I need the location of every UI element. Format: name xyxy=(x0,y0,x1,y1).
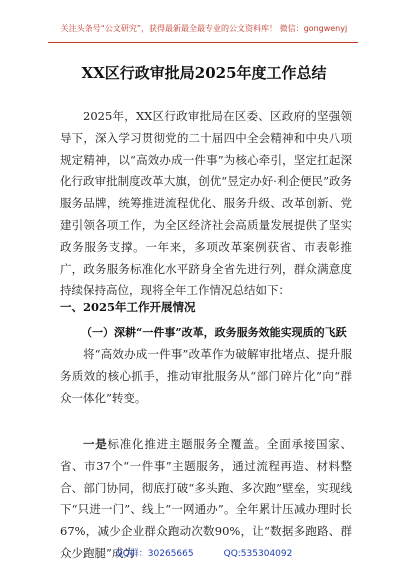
footer-contact xyxy=(0,546,408,559)
intro-paragraph: 2025年，XX区行政审批局在区委、区政府的坚强领导下，深入学习贯彻党的二十届四中全会精神和中央八项规定精神，以“高效办成一件事”为核心牵引，坚定扛起深化行政审批制度改革大旗，创优“昱定办好·利企便民”政务服务品牌，统筹推进流程优化、服务升级、改革创新、党建引领各项工作，为全区经济社会高质量发展提供了坚实政务服务支撑。一年来，多项改革案例获省、市表彰推广，政务服务标准化水平跻身全省先进行列，群众满意度持续保持高位，现将全年工作情况总结如下： xyxy=(60,109,352,298)
footer-qq: QQ:535304092 xyxy=(223,549,293,559)
section-heading: 一、2025年工作开展情况 xyxy=(60,300,196,314)
header-banner-text: 关注头条号“公文研究”，获得最新最全最专业的公文资料库！ 微信：gongwenyj xyxy=(60,24,348,33)
body-paragraph: 将“高效办成一件事”改革作为破解审批堵点、提升服务质效的核心抓手，推动审批服务从“部门碎片化”向“群众一体化”转变。 xyxy=(60,347,352,405)
document-title: XX区行政审批局2025年度工作总结 xyxy=(81,64,327,82)
subsection-heading: （一）深耕“一件事”改革，政务服务效能实现质的飞跃 xyxy=(81,326,347,339)
footer-qq-group: QQ群：30265665 xyxy=(115,549,194,559)
point-text: 标准化推进主题服务全覆盖。全面承接国家、省、市37个“一件事”主题服务，通过流程再造、材料整合、部门协同，彻底打破“多头跑、多次跑”壁垒，实现线下“只进一门”、线上“一网通办”。全年累计压减办理时长67%，减少企业群众跑动次数90%，让“数据多跑路、群众少跑腿”成为 xyxy=(60,437,353,560)
point-lead: 一是 xyxy=(83,437,108,451)
header-divider xyxy=(48,42,358,43)
